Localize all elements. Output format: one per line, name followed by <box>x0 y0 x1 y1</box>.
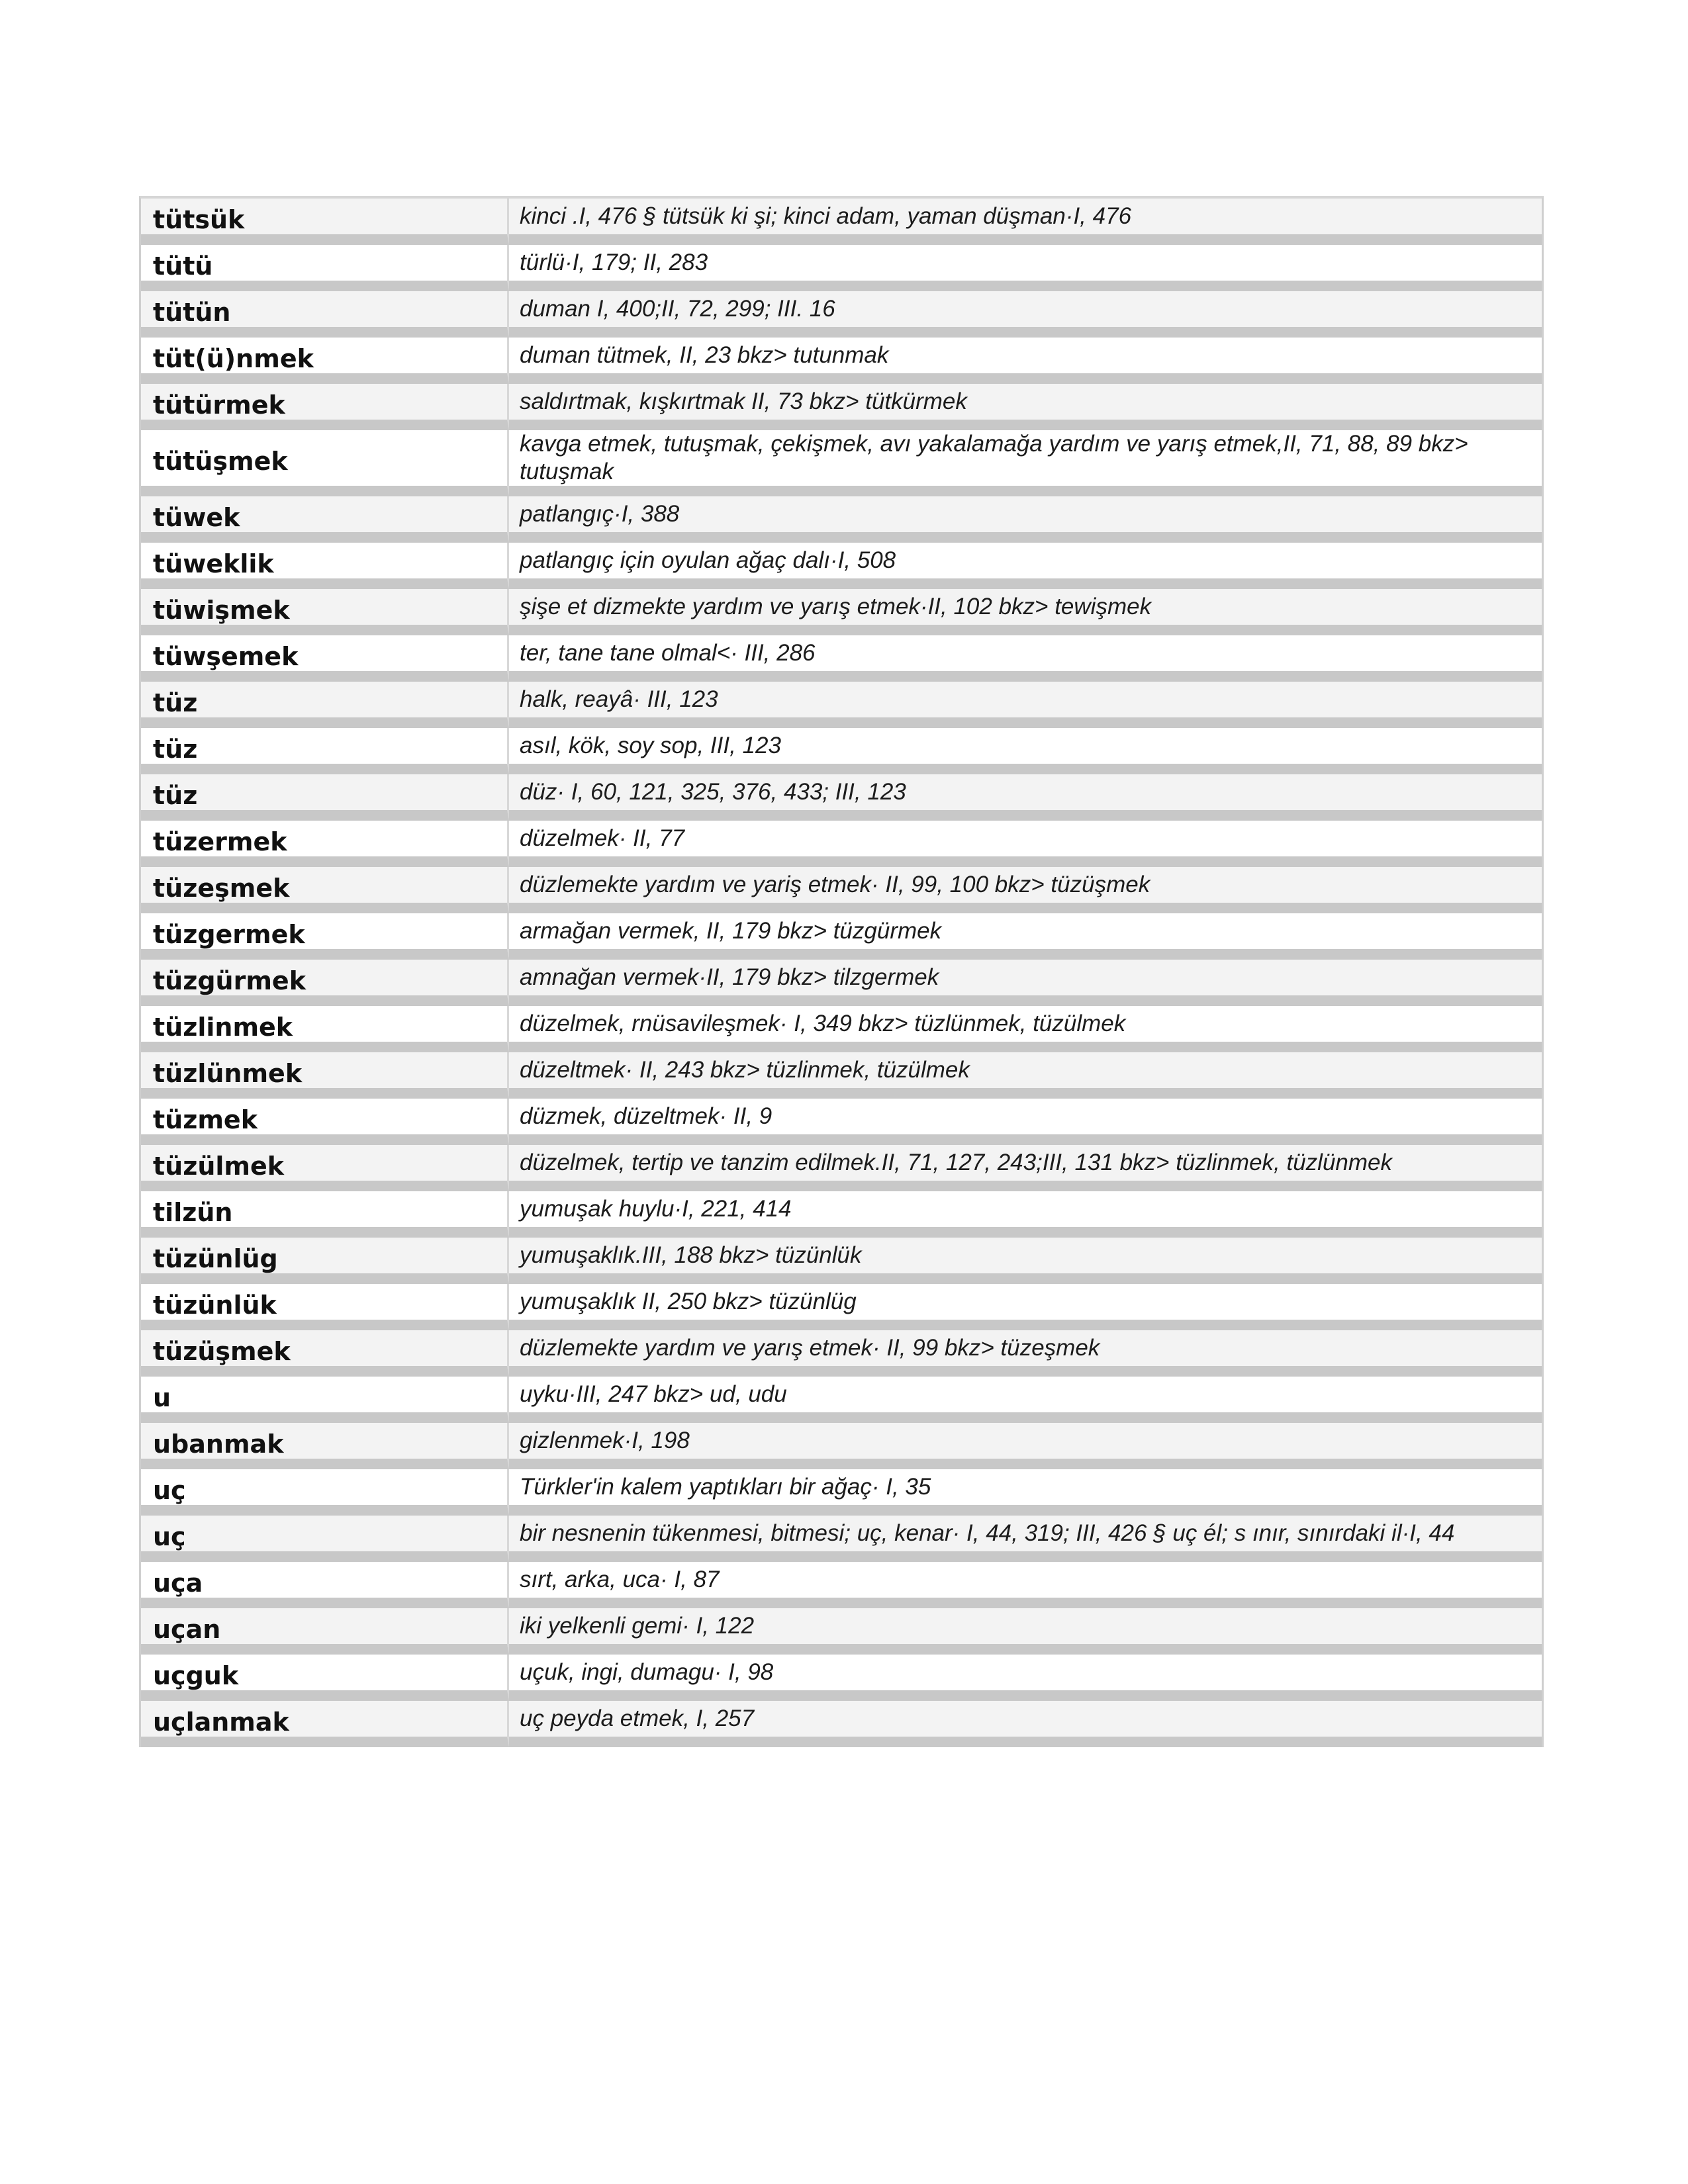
table-row <box>141 245 1542 291</box>
definition-cell: düzlemekte yardım ve yariş etmek· II, 99, 100 bkz> tüzüşmek <box>509 867 1542 913</box>
term-cell: u <box>141 1377 509 1423</box>
term-cell: tütürmek <box>141 384 509 430</box>
table-row <box>141 1284 1542 1330</box>
table-row <box>141 430 1542 496</box>
definition-cell: Türkler'in kalem yaptıkları bir ağaç· I, 35 <box>509 1469 1542 1516</box>
definition-cell: uçuk, ingi, dumagu· I, 98 <box>509 1655 1542 1701</box>
definition-cell: amnağan vermek·II, 179 bkz> tilzgermek <box>509 960 1542 1006</box>
definition-cell: ter, tane tane olmal<· III, 286 <box>509 635 1542 682</box>
table-row <box>141 682 1542 728</box>
definition-cell: düz· I, 60, 121, 325, 376, 433; III, 123 <box>509 774 1542 821</box>
table-row <box>141 589 1542 635</box>
table-row <box>141 1608 1542 1655</box>
definition-cell: asıl, kök, soy sop, III, 123 <box>509 728 1542 774</box>
definition-cell: düzmek, düzeltmek· II, 9 <box>509 1099 1542 1145</box>
dictionary-table <box>139 196 1544 1747</box>
table-row <box>141 1562 1542 1608</box>
term-cell: tütsük <box>141 199 509 245</box>
table-row <box>141 960 1542 1006</box>
term-cell: ubanmak <box>141 1423 509 1469</box>
table-row <box>141 199 1542 245</box>
definition-cell: uç peyda etmek, I, 257 <box>509 1701 1542 1747</box>
table-row <box>141 867 1542 913</box>
definition-cell: yumuşaklık.III, 188 bkz> tüzünlük <box>509 1238 1542 1284</box>
term-cell: tüwek <box>141 496 509 543</box>
table-row <box>141 1655 1542 1701</box>
table-row <box>141 1099 1542 1145</box>
term-cell: tüzermek <box>141 821 509 867</box>
definition-cell: halk, reayâ· III, 123 <box>509 682 1542 728</box>
table-row <box>141 1701 1542 1747</box>
term-cell: tüzgermek <box>141 913 509 960</box>
table-row <box>141 1469 1542 1516</box>
term-cell: uçlanmak <box>141 1701 509 1747</box>
term-cell: tüt(ü)nmek <box>141 338 509 384</box>
table-row <box>141 1516 1542 1562</box>
table-row <box>141 1377 1542 1423</box>
table-row <box>141 728 1542 774</box>
term-cell: uçan <box>141 1608 509 1655</box>
definition-cell: düzeltmek· II, 243 bkz> tüzlinmek, tüzülmek <box>509 1052 1542 1099</box>
term-cell: uç <box>141 1516 509 1562</box>
term-cell: tütün <box>141 291 509 338</box>
term-cell: tüzgürmek <box>141 960 509 1006</box>
definition-cell: uyku·III, 247 bkz> ud, udu <box>509 1377 1542 1423</box>
definition-cell: düzelmek, tertip ve tanzim edilmek.II, 71, 127, 243;III, 131 bkz> tüzlinmek, tüzlünmek <box>509 1145 1542 1191</box>
term-cell: tüwişmek <box>141 589 509 635</box>
table-row <box>141 1423 1542 1469</box>
definition-cell: duman I, 400;II, 72, 299; III. 16 <box>509 291 1542 338</box>
definition-cell: şişe et dizmekte yardım ve yarış etmek·II, 102 bkz> tewişmek <box>509 589 1542 635</box>
definition-cell: kavga etmek, tutuşmak, çekişmek, avı yakalamağa yardım ve yarış etmek,II, 71, 88, 89 bkz> tutuşmak <box>509 430 1542 496</box>
term-cell: tüzüşmek <box>141 1330 509 1377</box>
term-cell: tüzünlük <box>141 1284 509 1330</box>
definition-cell: kinci .I, 476 § tütsük ki şi; kinci adam, yaman düşman·I, 476 <box>509 199 1542 245</box>
table-row <box>141 635 1542 682</box>
term-cell: uça <box>141 1562 509 1608</box>
table-row <box>141 1006 1542 1052</box>
definition-cell: sırt, arka, uca· I, 87 <box>509 1562 1542 1608</box>
definition-cell: patlangıç için oyulan ağaç dalı·I, 508 <box>509 543 1542 589</box>
table-row <box>141 1191 1542 1238</box>
term-cell: uçguk <box>141 1655 509 1701</box>
definition-cell: yumuşaklık II, 250 bkz> tüzünlüg <box>509 1284 1542 1330</box>
term-cell: tüzeşmek <box>141 867 509 913</box>
table-row <box>141 338 1542 384</box>
term-cell: tüz <box>141 728 509 774</box>
table-row <box>141 291 1542 338</box>
definition-cell: iki yelkenli gemi· I, 122 <box>509 1608 1542 1655</box>
term-cell: tüweklik <box>141 543 509 589</box>
definition-cell: türlü·I, 179; II, 283 <box>509 245 1542 291</box>
definition-cell: duman tütmek, II, 23 bkz> tutunmak <box>509 338 1542 384</box>
term-cell: uç <box>141 1469 509 1516</box>
table-row <box>141 496 1542 543</box>
term-cell: tilzün <box>141 1191 509 1238</box>
table-row <box>141 1330 1542 1377</box>
term-cell: tüzülmek <box>141 1145 509 1191</box>
definition-cell: saldırtmak, kışkırtmak II, 73 bkz> tütkürmek <box>509 384 1542 430</box>
definition-cell: yumuşak huylu·I, 221, 414 <box>509 1191 1542 1238</box>
table-row <box>141 913 1542 960</box>
table-row <box>141 1145 1542 1191</box>
term-cell: tüzlünmek <box>141 1052 509 1099</box>
term-cell: tüz <box>141 682 509 728</box>
definition-cell: düzelmek· II, 77 <box>509 821 1542 867</box>
table-row <box>141 384 1542 430</box>
term-cell: tütüşmek <box>141 430 509 496</box>
term-cell: tüz <box>141 774 509 821</box>
definition-cell: gizlenmek·I, 198 <box>509 1423 1542 1469</box>
table-row <box>141 1238 1542 1284</box>
definition-cell: bir nesnenin tükenmesi, bitmesi; uç, kenar· I, 44, 319; III, 426 § uç él; s ınır, sınırdaki il·I, 44 <box>509 1516 1542 1562</box>
term-cell: tüwşemek <box>141 635 509 682</box>
table-row <box>141 1052 1542 1099</box>
table-row <box>141 543 1542 589</box>
definition-cell: düzlemekte yardım ve yarış etmek· II, 99 bkz> tüzeşmek <box>509 1330 1542 1377</box>
term-cell: tüzmek <box>141 1099 509 1145</box>
term-cell: tütü <box>141 245 509 291</box>
table-row <box>141 821 1542 867</box>
term-cell: tüzlinmek <box>141 1006 509 1052</box>
dictionary-body <box>141 199 1542 1747</box>
table-row <box>141 774 1542 821</box>
definition-cell: armağan vermek, II, 179 bkz> tüzgürmek <box>509 913 1542 960</box>
term-cell: tüzünlüg <box>141 1238 509 1284</box>
definition-cell: düzelmek, rnüsavileşmek· I, 349 bkz> tüzlünmek, tüzülmek <box>509 1006 1542 1052</box>
definition-cell: patlangıç·I, 388 <box>509 496 1542 543</box>
